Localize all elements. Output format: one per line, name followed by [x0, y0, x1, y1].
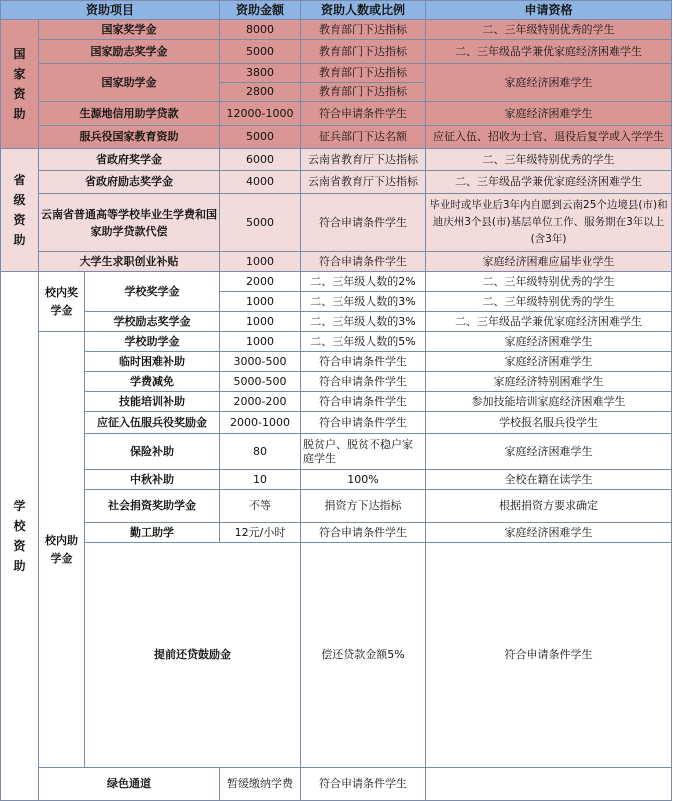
- item-amount: 8000: [220, 20, 301, 40]
- item-name: 提前还贷鼓励金: [85, 543, 301, 768]
- item-amount: 4000: [220, 171, 301, 194]
- item-ratio: 捐资方下达指标: [301, 490, 426, 523]
- item-requirement: 家庭经济特别困难学生: [426, 372, 672, 392]
- item-ratio: 教育部门下达指标: [301, 40, 426, 64]
- item-ratio: 云南省教育厅下达指标: [301, 171, 426, 194]
- header-item: 资助项目: [1, 1, 220, 20]
- item-ratio: 教育部门下达指标: [301, 83, 426, 102]
- item-amount: 6000: [220, 149, 301, 171]
- item-name: 大学生求职创业补贴: [39, 252, 220, 272]
- item-name: 云南省普通高等学校毕业生学费和国家助学贷款代偿: [39, 194, 220, 252]
- item-ratio: 符合申请条件学生: [301, 523, 426, 543]
- section-provincial: 省 级 资 助: [1, 149, 39, 272]
- item-amount: 2000: [220, 272, 301, 292]
- item-name: 临时困难补助: [85, 352, 220, 372]
- section-school: 学 校 资 助: [1, 272, 39, 801]
- item-name: 绿色通道: [39, 768, 220, 801]
- table-row: [1, 768, 672, 801]
- table-row: [1, 490, 672, 523]
- item-requirement: 应征入伍、招收为士官、退役后复学或入学学生: [426, 126, 672, 149]
- header-ratio: 资助人数或比例: [301, 1, 426, 20]
- item-requirement: 家庭经济困难学生: [426, 64, 672, 102]
- item-amount: 2800: [220, 83, 301, 102]
- item-ratio: 符合申请条件学生: [301, 412, 426, 434]
- table-row: [1, 40, 672, 64]
- item-name: 中秋补助: [85, 470, 220, 490]
- table-row: [1, 171, 672, 194]
- item-name: 省政府励志奖学金: [39, 171, 220, 194]
- table-row: [1, 470, 672, 490]
- item-requirement: 二、三年级特别优秀的学生: [426, 272, 672, 292]
- item-amount: 3800: [220, 64, 301, 83]
- table-row: [1, 272, 672, 292]
- item-ratio: 教育部门下达指标: [301, 20, 426, 40]
- item-requirement: 参加技能培训家庭经济困难学生: [426, 392, 672, 412]
- item-amount: 1000: [220, 292, 301, 312]
- item-name: 学费减免: [85, 372, 220, 392]
- item-ratio: 符合申请条件学生: [301, 252, 426, 272]
- item-ratio: 符合申请条件学生: [301, 352, 426, 372]
- item-name: 省政府奖学金: [39, 149, 220, 171]
- item-ratio: 二、三年级人数的2%: [301, 272, 426, 292]
- item-ratio: 符合申请条件学生: [301, 194, 426, 252]
- item-amount: 5000: [220, 126, 301, 149]
- item-ratio: 符合申请条件学生: [301, 768, 426, 801]
- header-row: [1, 1, 672, 20]
- item-requirement: 二、三年级特别优秀的学生: [426, 149, 672, 171]
- item-amount: 1000: [220, 252, 301, 272]
- item-ratio: 二、三年级人数的3%: [301, 312, 426, 332]
- item-amount: 3000-500: [220, 352, 301, 372]
- item-ratio: 云南省教育厅下达指标: [301, 149, 426, 171]
- item-ratio: 二、三年级人数的5%: [301, 332, 426, 352]
- item-requirement: 学校报名服兵役学生: [426, 412, 672, 434]
- item-ratio: 教育部门下达指标: [301, 64, 426, 83]
- item-name: 服兵役国家教育资助: [39, 126, 220, 149]
- table-row: [1, 412, 672, 434]
- table-row: [1, 194, 672, 252]
- item-requirement: 二、三年级品学兼优家庭经济困难学生: [426, 40, 672, 64]
- item-amount: 5000: [220, 40, 301, 64]
- item-requirement: [426, 768, 672, 801]
- item-amount: 2000-200: [220, 392, 301, 412]
- item-requirement: 毕业时或毕业后3年内自愿到云南25个边境县(市)和迪庆州3个县(市)基层单位工作、服务期在3年以上(含3年): [426, 194, 672, 252]
- item-ratio: 符合申请条件学生: [301, 392, 426, 412]
- item-name: 应征入伍服兵役奖励金: [85, 412, 220, 434]
- item-requirement: 家庭经济困难学生: [426, 332, 672, 352]
- item-ratio: 符合申请条件学生: [301, 102, 426, 126]
- item-name: 学校助学金: [85, 332, 220, 352]
- table-row: [1, 126, 672, 149]
- item-name: 学校励志奖学金: [85, 312, 220, 332]
- table-row: [1, 523, 672, 543]
- table-row: [1, 434, 672, 470]
- item-requirement: 二、三年级品学兼优家庭经济困难学生: [426, 312, 672, 332]
- item-ratio: 100%: [301, 470, 426, 490]
- table-row: [1, 543, 672, 768]
- table-row: [1, 64, 672, 83]
- item-amount: 1000: [220, 332, 301, 352]
- table-row: [1, 352, 672, 372]
- item-name: 社会捐资奖助学金: [85, 490, 220, 523]
- table-row: [1, 252, 672, 272]
- subsection-aid: 校内助学金: [39, 332, 85, 768]
- header-requirement: 申请资格: [426, 1, 672, 20]
- item-amount: 5000-500: [220, 372, 301, 392]
- subsection-scholarship: 校内奖学金: [39, 272, 85, 332]
- item-requirement: 二、三年级特别优秀的学生: [426, 292, 672, 312]
- item-amount: 2000-1000: [220, 412, 301, 434]
- item-requirement: 二、三年级特别优秀的学生: [426, 20, 672, 40]
- item-requirement: 家庭经济困难学生: [426, 102, 672, 126]
- item-name: 国家奖学金: [39, 20, 220, 40]
- table-row: [1, 392, 672, 412]
- item-amount: 5000: [220, 194, 301, 252]
- item-amount: 12元/小时: [220, 523, 301, 543]
- item-amount: 12000-1000: [220, 102, 301, 126]
- item-amount: 80: [220, 434, 301, 470]
- table-row: [1, 149, 672, 171]
- item-ratio: 二、三年级人数的3%: [301, 292, 426, 312]
- item-amount: 暂缓缴纳学费: [220, 768, 301, 801]
- item-name: 保险补助: [85, 434, 220, 470]
- table-row: [1, 102, 672, 126]
- table-row: [1, 312, 672, 332]
- item-requirement: 家庭经济困难学生: [426, 523, 672, 543]
- item-ratio: 征兵部门下达名额: [301, 126, 426, 149]
- item-requirement: 全校在籍在读学生: [426, 470, 672, 490]
- item-name: 国家励志奖学金: [39, 40, 220, 64]
- item-amount: 不等: [220, 490, 301, 523]
- item-requirement: 家庭经济困难学生: [426, 352, 672, 372]
- item-ratio: 脱贫户、脱贫不稳户家庭学生: [301, 434, 426, 470]
- section-national: 国 家 资 助: [1, 20, 39, 149]
- item-ratio: 符合申请条件学生: [301, 372, 426, 392]
- item-amount: 1000: [220, 312, 301, 332]
- item-requirement: 家庭经济困难应届毕业学生: [426, 252, 672, 272]
- header-amount: 资助金额: [220, 1, 301, 20]
- table-row: [1, 332, 672, 352]
- item-name: 学校奖学金: [85, 272, 220, 312]
- item-name: 勤工助学: [85, 523, 220, 543]
- item-ratio: 符合申请条件学生: [426, 543, 672, 768]
- item-amount: 偿还贷款金额5%: [301, 543, 426, 768]
- item-requirement: 根据捐资方要求确定: [426, 490, 672, 523]
- item-amount: 10: [220, 470, 301, 490]
- item-requirement: 二、三年级品学兼优家庭经济困难学生: [426, 171, 672, 194]
- table-row: [1, 372, 672, 392]
- table-row: [1, 20, 672, 40]
- item-name: 生源地信用助学贷款: [39, 102, 220, 126]
- item-name: 国家助学金: [39, 64, 220, 102]
- item-requirement: 家庭经济困难学生: [426, 434, 672, 470]
- item-name: 技能培训补助: [85, 392, 220, 412]
